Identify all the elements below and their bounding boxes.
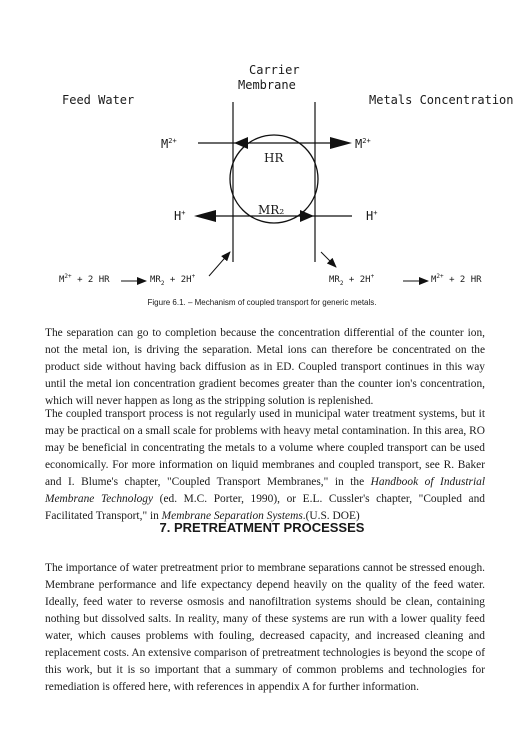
- left-equation-reactants: $M^{2+} + 2$ HR: [59, 273, 110, 285]
- coupled-transport-diagram: [0, 0, 524, 300]
- para2-text-1: The coupled transport process is not regularly used in municipal water treatment systems, but it may be practical on a small scale for problems with heavy metal contamination. In this area, RO may be beneficial in concentrating the metals to a volume where coupled transport can be used economically. For more information on liquid membranes and coupled transport, see R. Baker and I. Blume's chapter, "Coupled Transport Membranes," in the: [45, 408, 485, 488]
- right-equation-reactants: $MR_2 + 2H^+$: [329, 273, 375, 287]
- hr-label: HR: [264, 151, 284, 165]
- mr2-label: MR₂: [258, 203, 285, 217]
- diagram-graphics: [0, 0, 524, 300]
- figure-caption: Figure 6.1. – Mechanism of coupled transport for generic metals.: [147, 298, 377, 307]
- para2-text-3: .(U.S. DOE): [302, 510, 360, 522]
- proton-arrow-head: [194, 210, 216, 222]
- metal-ion-left: $M^{2+}$: [161, 137, 177, 151]
- metals-concentration-label: Metals Concentration: [369, 93, 514, 107]
- handbook-title: Handbook of Industrial Membrane Technology: [45, 476, 485, 505]
- feed-water-label: Feed Water: [62, 93, 135, 107]
- cycle-arrow-bottom: [300, 210, 314, 222]
- metal-arrow-head: [330, 137, 352, 149]
- carrier-label-line1: Carrier: [249, 63, 300, 77]
- paragraph-pretreatment: The importance of water pretreatment prior to membrane separations cannot be stressed enough. Membrane performance and life expectancy depend heavily on the quality of the feed water. Ideally, feed water to reverse osmosis and nanofiltration systems should be clean, containing nothing but dissolved salts. In reality, many of these systems are run with a lower quality feed water, which causes problems with fouling, decreased capacity, and increased cleaning and replacement costs. An extensive comparison of pretreatment technologies is beyond the scope of this work, but it is so important that a summary of common problems and technologies for remediation is offered here, with references in appendix A for further information.: [45, 562, 485, 693]
- proton-right: H+: [366, 209, 378, 223]
- paragraph-coupled-transport-completion: The separation can go to completion because the concentration differential of the counter ion, not the metal ion, is driving the separation. Metal ions can therefore be concentrated on the product side without having back diffusion as in ED. Coupled transport continues in this way until the metal ion concentration gradient becomes greater than the counter ion's concentration, which will never happen as long as the stripping solution is replenished.: [45, 327, 485, 407]
- proton-left: H+: [174, 209, 186, 223]
- para2-text-2: (ed. M.C. Porter, 1990), or E.L. Cussler's chapter, "Coupled and Facilitated Transport," in: [45, 493, 485, 522]
- left-equation-pointer: [209, 252, 230, 276]
- left-equation-products: $MR_2 + 2H^+$: [150, 273, 196, 287]
- right-equation-pointer: [321, 252, 336, 267]
- cycle-arrow-top: [234, 137, 248, 149]
- right-equation-products: $M^{2+} + 2$ HR: [431, 273, 482, 285]
- section-heading: 7. PRETREATMENT PROCESSES: [159, 520, 365, 535]
- membrane-separation-systems-title: Membrane Separation Systems: [161, 510, 303, 522]
- carrier-label-line2: Membrane: [238, 78, 296, 92]
- paragraph-coupled-transport-usage: [45, 406, 485, 525]
- metal-ion-right: $M^{2+}$: [355, 137, 371, 151]
